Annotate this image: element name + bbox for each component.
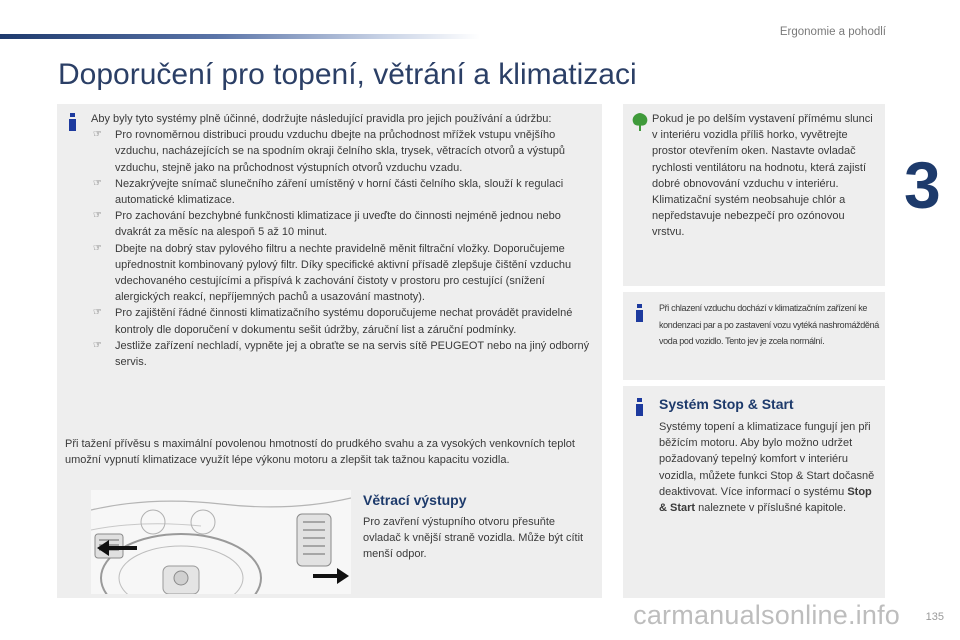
recommendations-text [91,111,591,370]
eco-note-panel [623,104,885,286]
eco-note-text: Pokud je po delším vystavení přímému slunci v interiéru vozidla příliš horko, vyvětrejte prostor otevřením oken. Nastavte ovladač rychlosti ventilátoru na hodnotu, která zajistí dobré obnovování vzduchu v interiéru. Klimatizační systém neobsahuje chlór a nepředstavuje nebezpečí pro ozónovou vrstvu. [652,113,873,239]
stop-start-panel [623,386,885,598]
stop-start-text [659,419,881,516]
list-item: ☞ Pro rovnoměrnou distribuci proudu vzduchu dbejte na průchodnost mřížek vstupu vnějšího vzduchu, nacházejících se na spodním okraji čelního skla, trysek, větracích otvorů a výstupů vzduchu, stejně jako na průchodnost výstupních otvorů vzduchu vzadu. [91,127,591,176]
section-label: Ergonomie a pohodlí [779,26,886,38]
vents-text: Pro zavření výstupního otvoru přesuňte ovladač k vnější straně vozidla. Může být cítit menší odpor. [363,516,584,561]
recommendations-lead: Aby byly tyto systémy plně účinné, dodržujte následující pravidla pro jejich používání a údržbu: [91,113,552,125]
stop-start-text-after: naleznete v příslušné kapitole. [695,502,847,515]
towing-paragraph: Při tažení přívěsu s maximální povolenou hmotností do prudkého svahu a za vysokých venkovních teplot umožní vypnutí klimatizace využít lépe výkonu motoru a zlepšit tak tažnou kapacitu vozidla. [65,438,575,467]
info-icon [636,398,644,414]
list-item: ☞ Pro zajištění řádné činnosti klimatizačního systému doporučujeme nechat provádět pravidelné kontroly dle doporučení v dokumentu sešit údržby, záruční list a záruční podmínky. [91,305,591,337]
list-item: ☞ Dbejte na dobrý stav pylového filtru a nechte pravidelně měnit filtrační vložky. Doporučujeme upřednostnit kombinovaný pylový filtr. Díky specifické aktivní přísadě zlepšuje čištění vzduchu vdechovaného cestujícími a přispívá k zachování čistoty v prostoru pro cestující (snížení alergických reakcí, nepříjemných pachů a usazování mastnoty). [91,241,591,306]
vent-illustration [91,490,351,594]
condensation-note-text: Při chlazení vzduchu dochází v klimatizačním zařízení ke kondenzaci par a po zastavení vozu vytéká nashromážděná voda pod vozidlo. Tento jev je zcela normální. [659,303,879,346]
recommendations-panel [57,104,602,598]
page-title: Doporučení pro topení, větrání a klimatizaci [58,58,637,91]
header-gradient-bar [0,34,480,39]
list-item: ☞ Pro zachování bezchybné funkčnosti klimatizace ji uveďte do činnosti nejméně jednou nebo dvakrát za měsíc na alespoň 5 až 10 minut. [91,208,591,240]
info-icon [636,304,644,320]
stop-start-bold: Stop & Start [659,485,872,515]
chapter-number: 3 [904,148,941,222]
stop-start-text-before: Systémy topení a klimatizace fungují jen při běžícím motoru. Aby bylo možno udržet požadovaný tepelný komfort v interiéru vozidla, můžete funkci Stop & Start dočasně deaktivovat. Více informací o systému [659,421,875,498]
list-item: ☞ Jestliže zařízení nechladí, vypněte jej a obraťte se na servis sítě PEUGEOT nebo na jiný odborný servis. [91,338,591,370]
page-number: 135 [925,611,944,623]
stop-start-title: Systém Stop & Start [659,396,794,412]
vents-title: Větrací výstupy [363,492,467,508]
info-icon [69,113,77,129]
list-item: ☞ Nezakrývejte snímač slunečního záření umístěný v horní části čelního skla, slouží k regulaci automatické klimatizace. [91,176,591,208]
condensation-note-panel [623,292,885,380]
dashboard-vent-drawing [91,490,351,594]
recommendations-list [91,127,591,370]
watermark: carmanualsonline.info [633,600,900,630]
leaf-icon [631,112,649,132]
